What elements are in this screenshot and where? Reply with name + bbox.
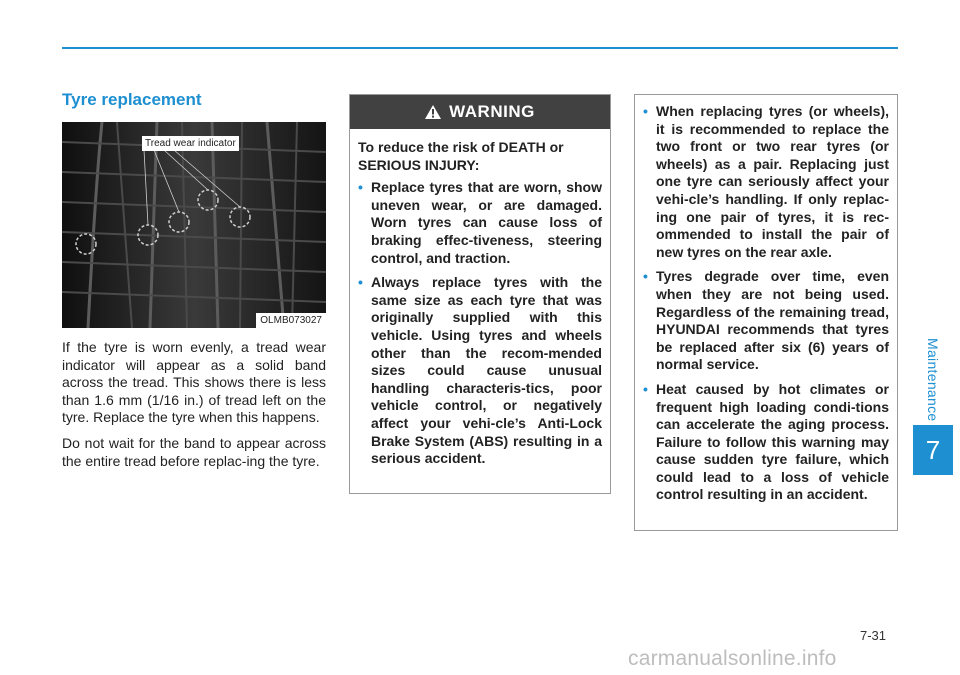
warning-item-text: Tyres degrade over time, even when they are not being used. Regardless of the remaining tread, HYUNDAI recommends that tyres be replaced after six (6) years of normal service. — [656, 268, 889, 373]
warning-item — [643, 381, 889, 504]
chapter-side-label: Maintenance — [925, 338, 941, 422]
warning-body — [350, 129, 610, 468]
warning-list — [358, 179, 602, 468]
tread-wear-indicator-callout: Tread wear indicator — [142, 136, 239, 151]
bullet-dot-icon: • — [643, 380, 648, 397]
warning-intro: To reduce the risk of DEATH or SERIOUS INJURY: — [358, 139, 564, 173]
body-paragraph: Do not wait for the band to appear across the entire tread before replac-ing the tyre. — [62, 434, 326, 469]
figure-code: OLMB073027 — [256, 313, 326, 328]
page-number: 7-31 — [860, 628, 887, 643]
body-paragraph: If the tyre is worn evenly, a tread wear indicator will appear as a solid band across the tread. This shows there is less than 1.6 mm (1/16 in.) of tread left on the tyre. Replace the tyre when this happens. — [62, 339, 326, 426]
warning-box — [349, 94, 611, 494]
warning-item-text: Replace tyres that are worn, show uneven wear, or are damaged. Worn tyres can cause loss of braking effec-tiveness, steering control, and traction. — [371, 179, 602, 266]
warning-item-text: When replacing tyres (or wheels), it is recommended to replace the two front or two rear tyres (or wheels) as a pair. Replacing just one tyre can seriously affect your vehi-cle’s handling. If only replac-ing one pair of tyres, it is rec-ommended to install the pair of new tyres on the rear axle. — [656, 103, 889, 260]
warning-title: WARNING — [449, 102, 535, 121]
bullet-dot-icon: • — [358, 274, 363, 291]
body-text — [62, 339, 326, 478]
tyre-tread-illustration — [62, 122, 326, 328]
warning-header — [350, 95, 610, 129]
warning-item-text: Heat caused by hot climates or frequent high loading condi-tions can accelerate the aging process. Failure to follow this warning may cause sudden tyre failure, which could lead to a loss of vehicle control resulting in an accident. — [656, 380, 889, 503]
chapter-number-tab: 7 — [913, 425, 953, 475]
warning-continued-body — [635, 95, 897, 504]
bullet-dot-icon: • — [358, 179, 363, 196]
warning-continued-box — [634, 94, 898, 531]
warning-continued-list — [643, 103, 889, 504]
warning-item-text: Always replace tyres with the same size as each tyre that was originally supplied with this vehicle. Using tyres and wheels other than the recom-mended sizes could cause unusual handling characteris-tics, poor vehicle control, or negatively affect your vehi-cle’s Anti-Lock Brake System (ABS) resulting in a serious accident. — [371, 274, 602, 467]
watermark: carmanualsonline.info — [628, 647, 837, 670]
bullet-dot-icon: • — [643, 268, 648, 285]
warning-item — [643, 103, 889, 261]
warning-item — [643, 268, 889, 374]
bullet-dot-icon: • — [643, 103, 648, 119]
warning-item — [358, 274, 602, 468]
tyre-tread-photo — [62, 122, 326, 328]
section-title: Tyre replacement — [62, 90, 202, 109]
warning-item — [358, 179, 602, 267]
header-rule — [62, 47, 898, 49]
warning-triangle-icon — [425, 105, 441, 119]
